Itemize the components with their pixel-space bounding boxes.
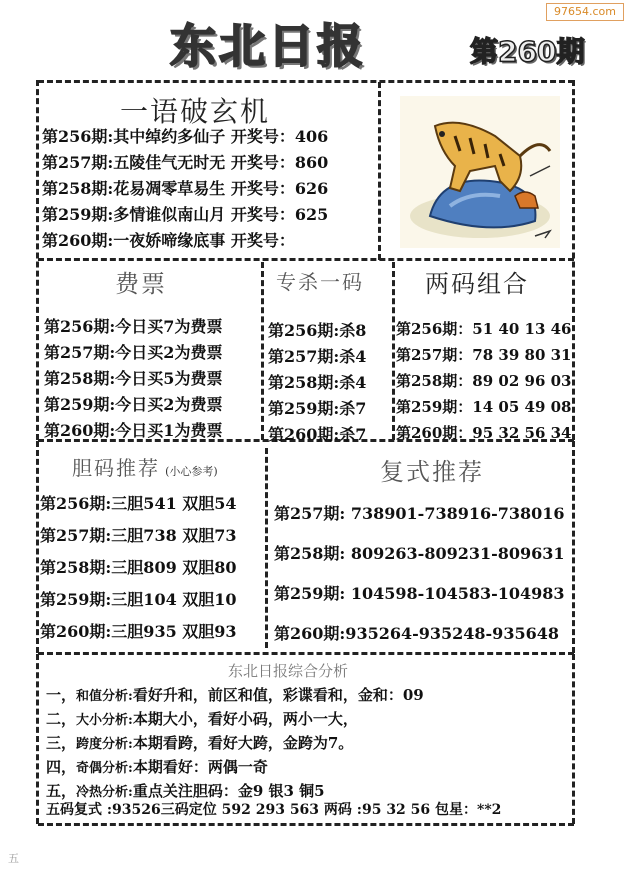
frame-left-3 [36, 654, 39, 824]
dan-divider [265, 448, 268, 648]
kill-row: 第260期:杀7 [268, 425, 367, 444]
fees-row: 第260期:今日买1为费票 [44, 421, 223, 440]
fushi-row: 第258期: 809263-809231-809631 [274, 544, 565, 563]
dan-title: 胆码推荐 [72, 456, 160, 480]
combo-row: 第258期：89 02 96 03 [396, 372, 572, 390]
analysis-prefix: 五， [46, 782, 77, 800]
issue-number: 第260期 [470, 35, 585, 68]
kill-title: 专杀一码 [276, 270, 364, 294]
analysis-list [46, 684, 424, 804]
analysis-title: 东北日报综合分析 [228, 662, 349, 680]
analysis-label: 大小分析: [76, 713, 133, 728]
riddle-row: 第257期:五陵佳气无时无 开奖号：860 [42, 153, 329, 172]
fees-row: 第259期:今日买2为费票 [44, 395, 223, 414]
fees-list [44, 314, 222, 444]
kill-row: 第259期:杀7 [268, 399, 367, 418]
riddle-row: 第258期:花易凋零草易生 开奖号：626 [42, 179, 329, 198]
dan-row: 第260期:三胆935 双胆93 [40, 622, 237, 641]
kill-list [268, 318, 366, 448]
analysis-label: 冷热分析: [76, 785, 133, 800]
fees-row: 第256期:今日买7为费票 [44, 317, 223, 336]
combo-row: 第257期：78 39 80 31 [396, 346, 572, 364]
frame-bottom [38, 823, 574, 826]
kill-row: 第257期:杀4 [268, 347, 367, 366]
dan-list [40, 488, 237, 648]
fees-divider [261, 262, 264, 440]
frame-left-2 [36, 441, 39, 653]
fushi-row: 第260期:935264-935248-935648 [274, 624, 559, 643]
analysis-row [46, 732, 424, 756]
fushi-row: 第259期: 104598-104583-104983 [274, 584, 565, 603]
analysis-text: 重点关注胆码：金9 银3 铜5 [132, 782, 325, 800]
kill-row: 第258期:杀4 [268, 373, 367, 392]
dan-subtitle: (小心参考) [165, 465, 218, 478]
riddle-row: 第260期:一夜娇啼缘底事 开奖号： [42, 231, 295, 250]
analysis-row [46, 708, 424, 732]
frame-top [38, 80, 574, 83]
riddle-divider [378, 82, 381, 260]
analysis-label: 奇偶分析: [76, 761, 133, 776]
analysis-row [46, 756, 424, 780]
section-divider-1 [38, 258, 574, 261]
analysis-text: 本期看跨，看好大跨，金跨为7。 [132, 734, 354, 752]
fees-title: 费票 [115, 270, 167, 298]
site-watermark: 97654.com [546, 3, 624, 21]
riddle-title: 一语破玄机 [120, 95, 271, 128]
fushi-row: 第257期: 738901-738916-738016 [274, 504, 565, 523]
analysis-prefix: 一， [46, 686, 77, 704]
fushi-list [274, 494, 565, 654]
tiger-illustration [400, 96, 560, 248]
analysis-label: 和值分析: [76, 689, 133, 704]
combo-row: 第256期：51 40 13 46 [396, 320, 572, 338]
analysis-footer: 五码复式 :93526三码定位 592 293 563 两码 :95 32 56 包星：**2 [46, 802, 502, 818]
riddle-list [42, 124, 328, 254]
analysis-prefix: 三， [46, 734, 77, 752]
dan-row: 第257期:三胆738 双胆73 [40, 526, 237, 545]
analysis-text: 本期看好：两偶一奇 [132, 758, 268, 776]
analysis-prefix: 二， [46, 710, 77, 728]
kill-divider [392, 262, 395, 440]
analysis-label: 跨度分析: [76, 737, 133, 752]
riddle-row: 第256期:其中绰约多仙子 开奖号：406 [42, 127, 329, 146]
combo-list [396, 316, 571, 446]
dan-row: 第256期:三胆541 双胆54 [40, 494, 237, 513]
newspaper-title: 东北日报 [170, 19, 366, 73]
dan-row: 第258期:三胆809 双胆80 [40, 558, 237, 577]
analysis-row [46, 684, 424, 708]
frame-right-2 [572, 441, 575, 653]
kill-row: 第256期:杀8 [268, 321, 367, 340]
fees-row: 第257期:今日买2为费票 [44, 343, 223, 362]
bottom-note: 五 [8, 852, 19, 865]
riddle-row: 第259期:多情谁似南山月 开奖号：625 [42, 205, 329, 224]
dan-row: 第259期:三胆104 双胆10 [40, 590, 237, 609]
combo-row: 第260期：95 32 56 34 [396, 424, 572, 442]
combo-title: 两码组合 [425, 270, 529, 298]
analysis-text: 本期大小，看好小码，两小一大， [132, 710, 358, 728]
analysis-prefix: 四， [46, 758, 77, 776]
fees-row: 第258期:今日买5为费票 [44, 369, 223, 388]
dan-header [72, 452, 218, 481]
combo-row: 第259期：14 05 49 08 [396, 398, 572, 416]
fushi-title: 复式推荐 [380, 458, 484, 486]
analysis-text: 看好升和，前区和值，彩谍看和，金和：09 [132, 686, 424, 704]
frame-right-3 [572, 654, 575, 824]
